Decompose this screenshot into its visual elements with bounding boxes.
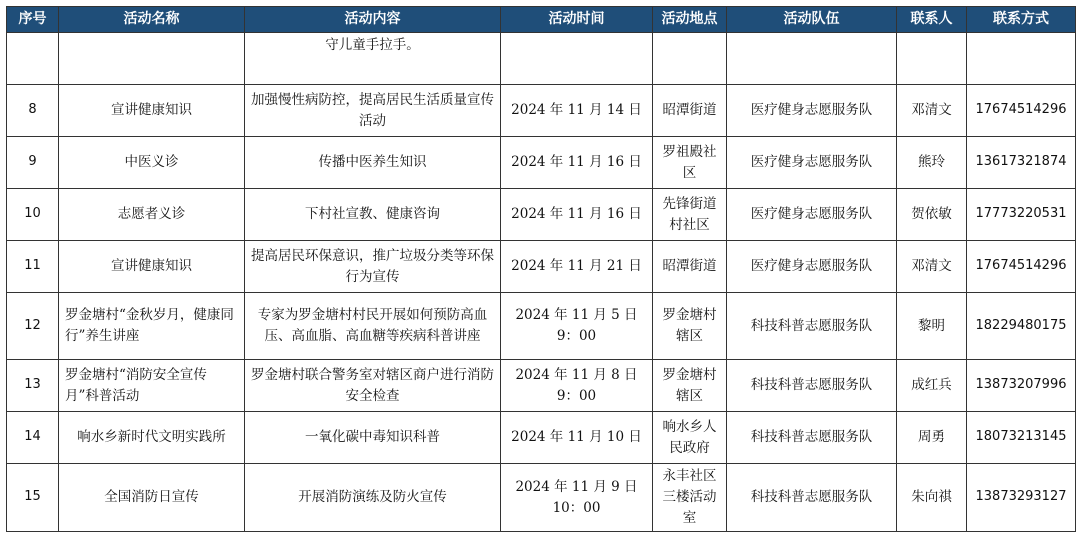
header-content: 活动内容 [245, 7, 501, 33]
activity-schedule-table [6, 6, 1076, 532]
header-place: 活动地点 [653, 7, 727, 33]
table-row [7, 241, 1076, 293]
header-no: 序号 [7, 7, 59, 33]
cell-place: 响水乡人民政府 [653, 412, 727, 464]
cell-phone: 13873293127 [967, 464, 1076, 532]
cell-no: 15 [7, 464, 59, 532]
cell-team: 医疗健身志愿服务队 [727, 189, 897, 241]
cell-contact: 朱向祺 [897, 464, 967, 532]
cell-name: 宣讲健康知识 [59, 241, 245, 293]
cell-content: 提高居民环保意识，推广垃圾分类等环保行为宣传 [245, 241, 501, 293]
header-contact: 联系人 [897, 7, 967, 33]
cell-no: 14 [7, 412, 59, 464]
cell-team [727, 33, 897, 85]
cell-phone [967, 33, 1076, 85]
cell-content: 开展消防演练及防火宣传 [245, 464, 501, 532]
cell-contact: 熊玲 [897, 137, 967, 189]
cell-contact: 黎明 [897, 293, 967, 360]
cell-phone: 13873207996 [967, 360, 1076, 412]
cell-time: 2024 年 11 月 10 日 [501, 412, 653, 464]
table-row [7, 293, 1076, 360]
cell-name: 全国消防日宣传 [59, 464, 245, 532]
cell-phone: 17674514296 [967, 85, 1076, 137]
cell-time [501, 33, 653, 85]
header-team: 活动队伍 [727, 7, 897, 33]
cell-no: 9 [7, 137, 59, 189]
cell-team: 科技科普志愿服务队 [727, 464, 897, 532]
table-row [7, 464, 1076, 532]
cell-name: 罗金塘村“消防安全宣传月”科普活动 [59, 360, 245, 412]
cell-place: 永丰社区三楼活动室 [653, 464, 727, 532]
cell-phone: 17674514296 [967, 241, 1076, 293]
cell-phone: 17773220531 [967, 189, 1076, 241]
table-row [7, 412, 1076, 464]
cell-team: 医疗健身志愿服务队 [727, 137, 897, 189]
cell-place: 罗金塘村辖区 [653, 293, 727, 360]
cell-time: 2024 年 11 月 14 日 [501, 85, 653, 137]
cell-no: 11 [7, 241, 59, 293]
cell-team: 医疗健身志愿服务队 [727, 241, 897, 293]
continuation-row [7, 33, 1076, 85]
cell-place: 先锋街道村社区 [653, 189, 727, 241]
cell-phone: 18073213145 [967, 412, 1076, 464]
cell-content: 下村社宣教、健康咨询 [245, 189, 501, 241]
cell-content: 专家为罗金塘村村民开展如何预防高血压、高血脂、高血糖等疾病科普讲座 [245, 293, 501, 360]
cell-no: 12 [7, 293, 59, 360]
cell-team: 医疗健身志愿服务队 [727, 85, 897, 137]
cell-content: 传播中医养生知识 [245, 137, 501, 189]
cell-team: 科技科普志愿服务队 [727, 412, 897, 464]
cell-name [59, 33, 245, 85]
cell-contact: 邓清文 [897, 241, 967, 293]
cell-content: 罗金塘村联合警务室对辖区商户进行消防安全检查 [245, 360, 501, 412]
cell-name: 响水乡新时代文明实践所 [59, 412, 245, 464]
table-row [7, 360, 1076, 412]
cell-phone: 13617321874 [967, 137, 1076, 189]
cell-contact: 贺依敏 [897, 189, 967, 241]
cell-time: 2024 年 11 月 21 日 [501, 241, 653, 293]
cell-contact [897, 33, 967, 85]
cell-place: 昭潭街道 [653, 85, 727, 137]
cell-name: 志愿者义诊 [59, 189, 245, 241]
cell-place: 罗金塘村辖区 [653, 360, 727, 412]
cell-no: 13 [7, 360, 59, 412]
cell-place: 昭潭街道 [653, 241, 727, 293]
cell-content: 守儿童手拉手。 [245, 33, 501, 85]
cell-no: 8 [7, 85, 59, 137]
cell-time: 2024 年 11 月 16 日 [501, 189, 653, 241]
table-row [7, 137, 1076, 189]
header-name: 活动名称 [59, 7, 245, 33]
cell-name: 罗金塘村“金秋岁月，健康同行”养生讲座 [59, 293, 245, 360]
cell-contact: 成红兵 [897, 360, 967, 412]
header-time: 活动时间 [501, 7, 653, 33]
cell-place [653, 33, 727, 85]
cell-time: 2024 年 11 月 9 日 10：00 [501, 464, 653, 532]
cell-time: 2024 年 11 月 8 日 9：00 [501, 360, 653, 412]
cell-name: 宣讲健康知识 [59, 85, 245, 137]
header-row [7, 7, 1076, 33]
cell-team: 科技科普志愿服务队 [727, 293, 897, 360]
table-row [7, 85, 1076, 137]
cell-name: 中医义诊 [59, 137, 245, 189]
table-row [7, 189, 1076, 241]
cell-contact: 邓清文 [897, 85, 967, 137]
cell-team: 科技科普志愿服务队 [727, 360, 897, 412]
cell-phone: 18229480175 [967, 293, 1076, 360]
cell-content: 加强慢性病防控，提高居民生活质量宣传活动 [245, 85, 501, 137]
header-phone: 联系方式 [967, 7, 1076, 33]
cell-no [7, 33, 59, 85]
cell-no: 10 [7, 189, 59, 241]
cell-place: 罗祖殿社 区 [653, 137, 727, 189]
cell-time: 2024 年 11 月 16 日 [501, 137, 653, 189]
cell-contact: 周勇 [897, 412, 967, 464]
cell-content: 一氧化碳中毒知识科普 [245, 412, 501, 464]
cell-time: 2024 年 11 月 5 日 9：00 [501, 293, 653, 360]
